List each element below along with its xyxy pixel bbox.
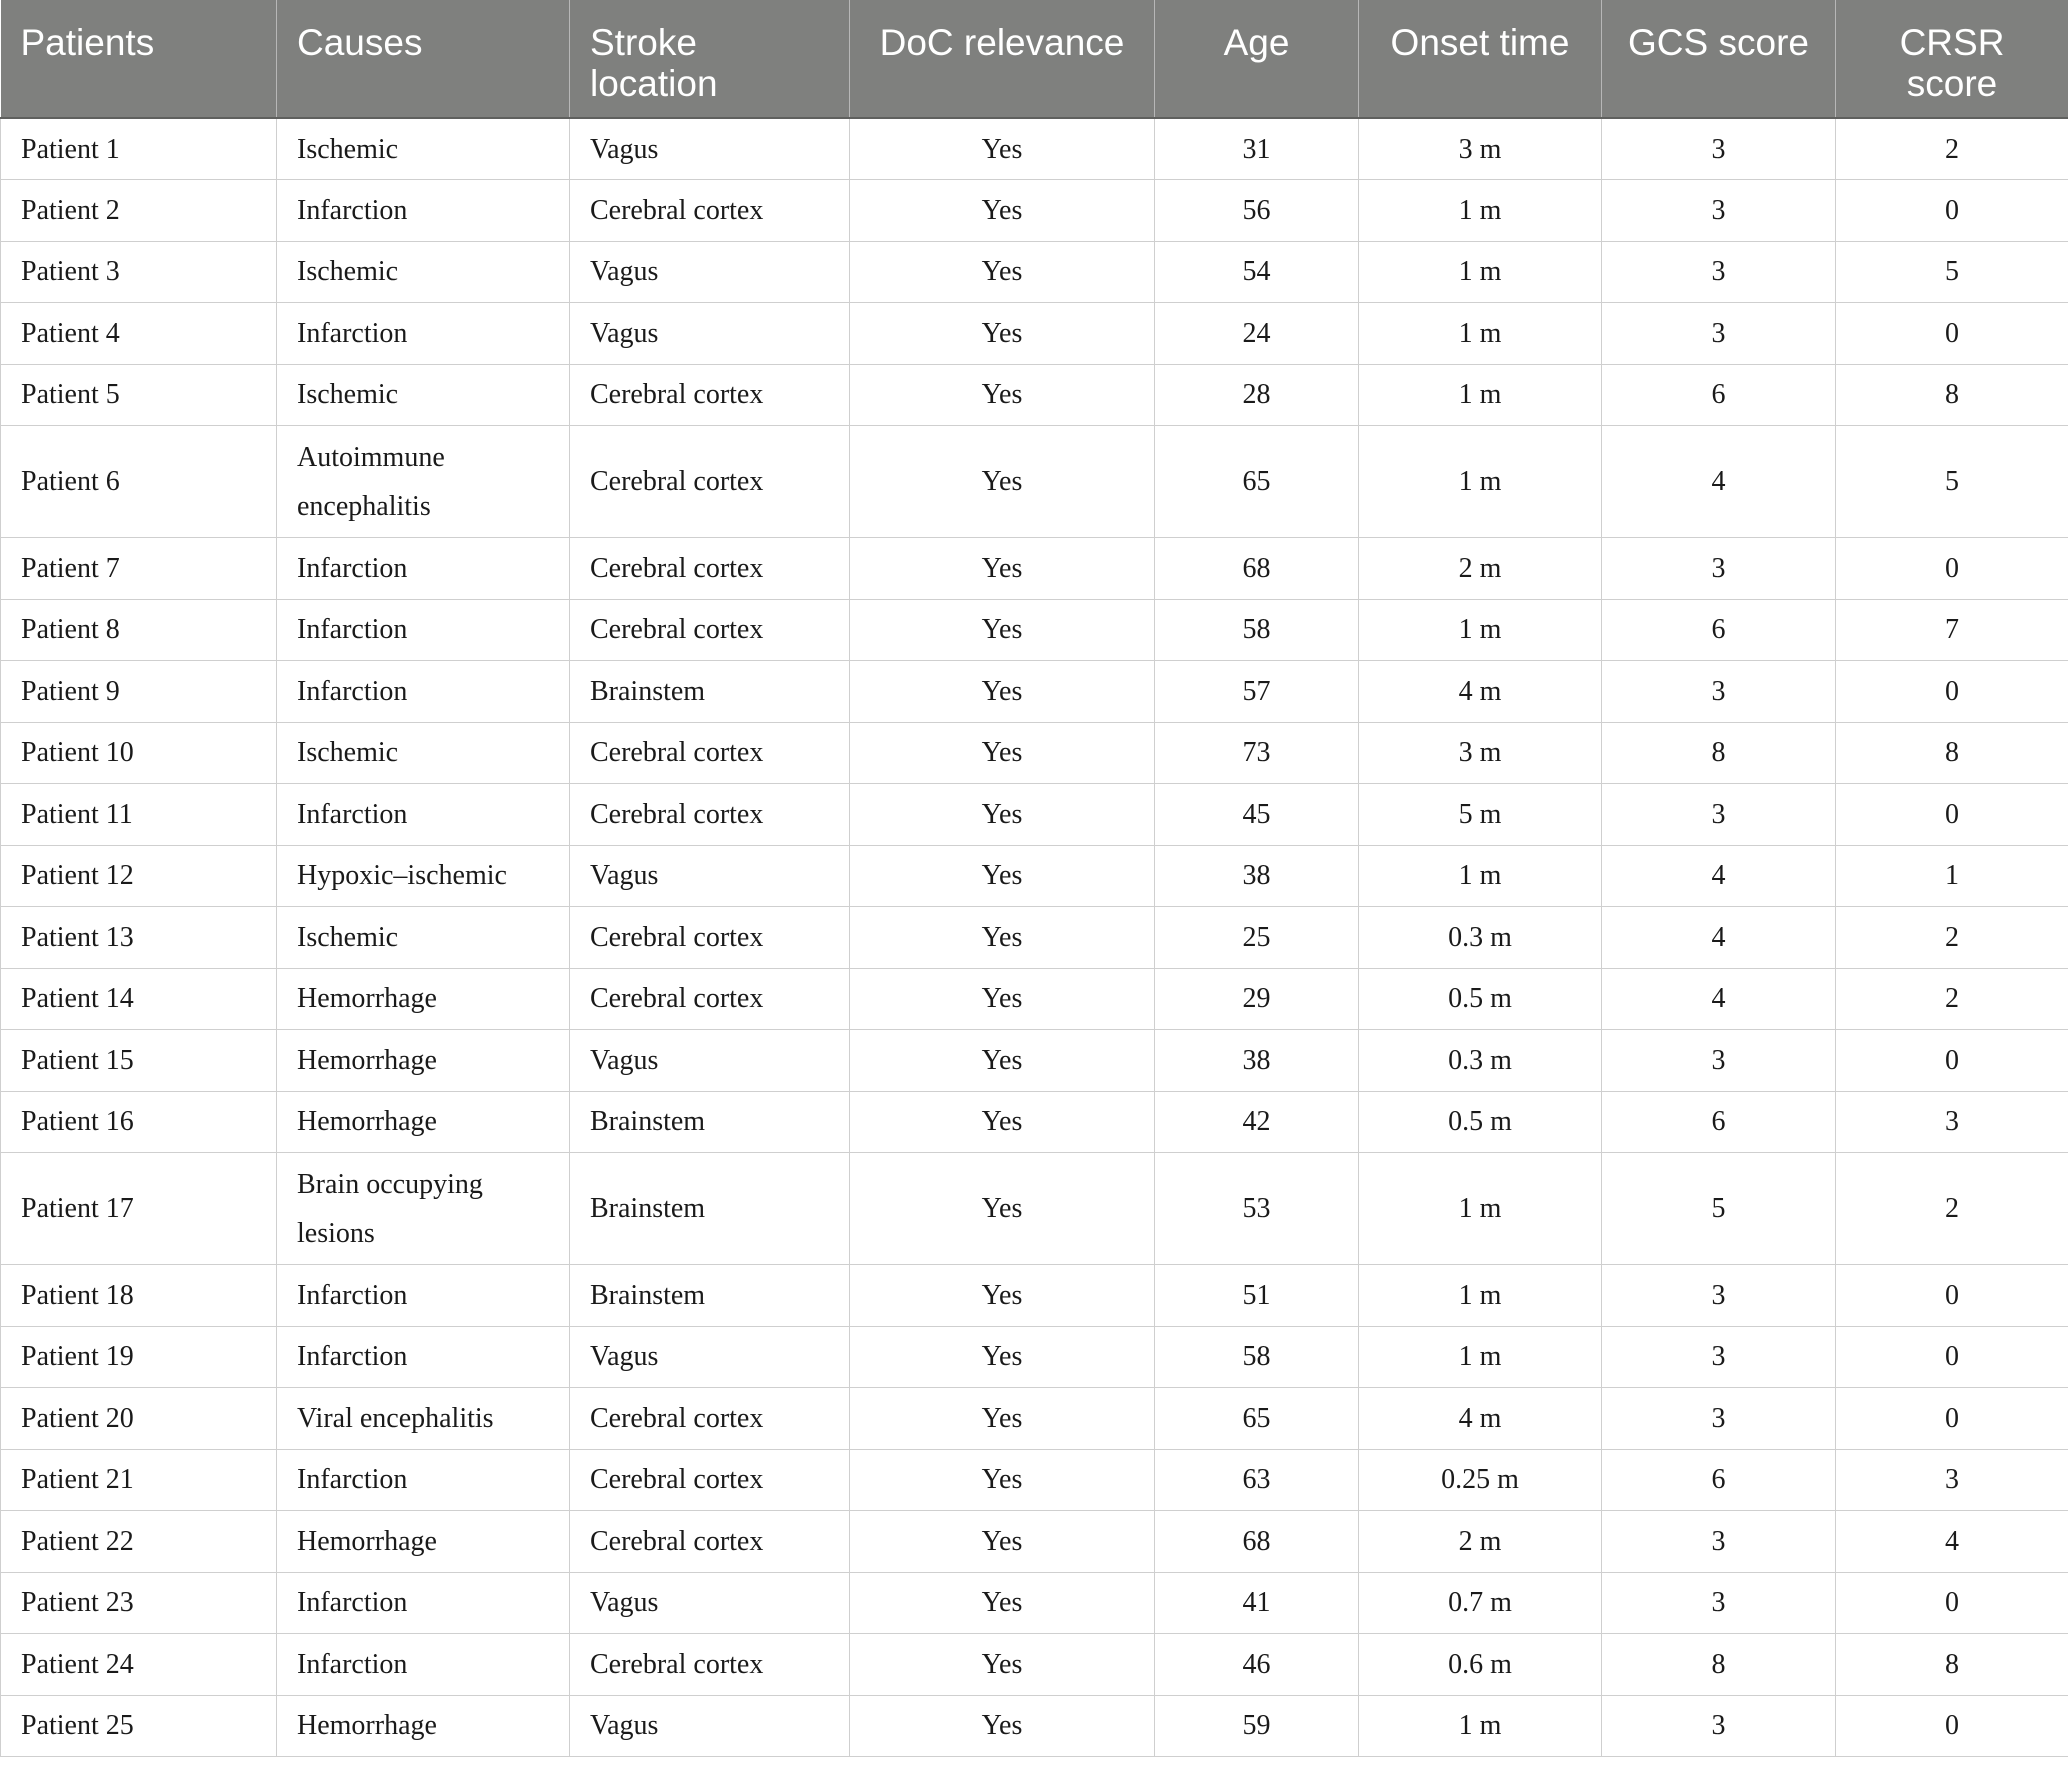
cell-gcs-score: 5 (1602, 1153, 1836, 1265)
cell-crsr-score: 2 (1836, 1153, 2068, 1265)
cell-age: 63 (1155, 1449, 1359, 1511)
table-row (1, 364, 2068, 426)
cell-doc-relevance: Yes (850, 1572, 1155, 1634)
cell-doc-relevance: Yes (850, 364, 1155, 426)
table-row (1, 1449, 2068, 1511)
table-row (1, 722, 2068, 784)
cell-crsr-score: 0 (1836, 784, 2068, 846)
cell-stroke-location: Vagus (570, 241, 850, 303)
cell-onset-time: 0.5 m (1359, 1091, 1602, 1153)
cell-age: 46 (1155, 1634, 1359, 1696)
cell-age: 56 (1155, 180, 1359, 242)
cell-crsr-score: 0 (1836, 1265, 2068, 1327)
cell-stroke-location: Vagus (570, 1695, 850, 1757)
cell-crsr-score: 0 (1836, 1695, 2068, 1757)
cell-cause: Infarction (277, 1634, 570, 1696)
cell-stroke-location: Cerebral cortex (570, 426, 850, 538)
table-row (1, 1265, 2068, 1327)
cell-onset-time: 1 m (1359, 364, 1602, 426)
cell-patient: Patient 11 (1, 784, 277, 846)
cell-gcs-score: 8 (1602, 1634, 1836, 1696)
cell-gcs-score: 3 (1602, 1030, 1836, 1092)
cell-onset-time: 1 m (1359, 426, 1602, 538)
cell-stroke-location: Cerebral cortex (570, 1511, 850, 1573)
cell-cause: Brain occupying lesions (277, 1153, 570, 1265)
cell-cause: Hemorrhage (277, 968, 570, 1030)
cell-age: 51 (1155, 1265, 1359, 1327)
table-row (1, 845, 2068, 907)
cell-crsr-score: 3 (1836, 1449, 2068, 1511)
cell-cause: Infarction (277, 661, 570, 723)
cell-crsr-score: 0 (1836, 1030, 2068, 1092)
cell-doc-relevance: Yes (850, 907, 1155, 969)
cell-gcs-score: 3 (1602, 241, 1836, 303)
cell-onset-time: 0.3 m (1359, 1030, 1602, 1092)
cell-crsr-score: 2 (1836, 907, 2068, 969)
cell-stroke-location: Cerebral cortex (570, 1634, 850, 1696)
cell-patient: Patient 4 (1, 303, 277, 365)
header-onset-time: Onset time (1359, 0, 1602, 118)
cell-onset-time: 1 m (1359, 180, 1602, 242)
cell-patient: Patient 14 (1, 968, 277, 1030)
cell-stroke-location: Brainstem (570, 1091, 850, 1153)
cell-cause: Infarction (277, 538, 570, 600)
cell-cause: Ischemic (277, 907, 570, 969)
cell-cause: Infarction (277, 784, 570, 846)
table-header (1, 0, 2068, 118)
cell-age: 57 (1155, 661, 1359, 723)
cell-patient: Patient 5 (1, 364, 277, 426)
cell-age: 68 (1155, 538, 1359, 600)
cell-age: 59 (1155, 1695, 1359, 1757)
cell-onset-time: 1 m (1359, 1326, 1602, 1388)
cell-stroke-location: Vagus (570, 118, 850, 180)
cell-patient: Patient 6 (1, 426, 277, 538)
cell-onset-time: 0.25 m (1359, 1449, 1602, 1511)
table-body (1, 118, 2068, 1757)
table-row (1, 538, 2068, 600)
cell-age: 29 (1155, 968, 1359, 1030)
cell-onset-time: 1 m (1359, 241, 1602, 303)
cell-patient: Patient 1 (1, 118, 277, 180)
cell-crsr-score: 0 (1836, 538, 2068, 600)
cell-stroke-location: Cerebral cortex (570, 968, 850, 1030)
header-gcs-score: GCS score (1602, 0, 1836, 118)
cell-gcs-score: 3 (1602, 1511, 1836, 1573)
cell-gcs-score: 8 (1602, 722, 1836, 784)
cell-stroke-location: Cerebral cortex (570, 722, 850, 784)
cell-cause: Ischemic (277, 118, 570, 180)
cell-crsr-score: 0 (1836, 1326, 2068, 1388)
cell-patient: Patient 7 (1, 538, 277, 600)
table-row (1, 1388, 2068, 1450)
header-causes: Causes (277, 0, 570, 118)
cell-gcs-score: 3 (1602, 784, 1836, 846)
cell-patient: Patient 3 (1, 241, 277, 303)
cell-gcs-score: 3 (1602, 1572, 1836, 1634)
cell-stroke-location: Cerebral cortex (570, 180, 850, 242)
cell-onset-time: 3 m (1359, 722, 1602, 784)
cell-doc-relevance: Yes (850, 1695, 1155, 1757)
cell-patient: Patient 9 (1, 661, 277, 723)
cell-doc-relevance: Yes (850, 845, 1155, 907)
cell-gcs-score: 3 (1602, 1388, 1836, 1450)
cell-patient: Patient 8 (1, 599, 277, 661)
cell-crsr-score: 0 (1836, 1572, 2068, 1634)
cell-onset-time: 2 m (1359, 1511, 1602, 1573)
cell-patient: Patient 24 (1, 1634, 277, 1696)
cell-onset-time: 1 m (1359, 845, 1602, 907)
cell-gcs-score: 6 (1602, 599, 1836, 661)
table-row (1, 1030, 2068, 1092)
cell-crsr-score: 2 (1836, 968, 2068, 1030)
cell-doc-relevance: Yes (850, 1388, 1155, 1450)
cell-stroke-location: Vagus (570, 1030, 850, 1092)
cell-age: 41 (1155, 1572, 1359, 1634)
cell-patient: Patient 15 (1, 1030, 277, 1092)
cell-patient: Patient 10 (1, 722, 277, 784)
table-row (1, 907, 2068, 969)
table-row (1, 1634, 2068, 1696)
table-row (1, 303, 2068, 365)
cell-patient: Patient 16 (1, 1091, 277, 1153)
cell-onset-time: 1 m (1359, 599, 1602, 661)
cell-age: 58 (1155, 1326, 1359, 1388)
cell-onset-time: 0.7 m (1359, 1572, 1602, 1634)
table-row (1, 968, 2068, 1030)
header-patients: Patients (1, 0, 277, 118)
cell-cause: Ischemic (277, 364, 570, 426)
cell-age: 38 (1155, 1030, 1359, 1092)
cell-age: 65 (1155, 426, 1359, 538)
table-row (1, 1511, 2068, 1573)
cell-doc-relevance: Yes (850, 599, 1155, 661)
cell-patient: Patient 22 (1, 1511, 277, 1573)
table-row (1, 1572, 2068, 1634)
cell-stroke-location: Cerebral cortex (570, 538, 850, 600)
cell-crsr-score: 8 (1836, 1634, 2068, 1696)
header-stroke-location: Stroke location (570, 0, 850, 118)
cell-cause: Infarction (277, 599, 570, 661)
cell-onset-time: 0.3 m (1359, 907, 1602, 969)
cell-stroke-location: Cerebral cortex (570, 907, 850, 969)
cell-crsr-score: 0 (1836, 180, 2068, 242)
cell-doc-relevance: Yes (850, 538, 1155, 600)
cell-crsr-score: 1 (1836, 845, 2068, 907)
cell-doc-relevance: Yes (850, 1511, 1155, 1573)
cell-patient: Patient 17 (1, 1153, 277, 1265)
cell-patient: Patient 23 (1, 1572, 277, 1634)
cell-doc-relevance: Yes (850, 1091, 1155, 1153)
cell-cause: Hemorrhage (277, 1511, 570, 1573)
cell-stroke-location: Cerebral cortex (570, 784, 850, 846)
cell-onset-time: 1 m (1359, 1153, 1602, 1265)
cell-patient: Patient 19 (1, 1326, 277, 1388)
cell-age: 42 (1155, 1091, 1359, 1153)
cell-cause: Ischemic (277, 722, 570, 784)
cell-gcs-score: 3 (1602, 303, 1836, 365)
cell-doc-relevance: Yes (850, 1265, 1155, 1327)
table-row (1, 180, 2068, 242)
cell-cause: Hemorrhage (277, 1695, 570, 1757)
cell-cause: Infarction (277, 1449, 570, 1511)
cell-cause: Infarction (277, 1326, 570, 1388)
cell-onset-time: 1 m (1359, 303, 1602, 365)
cell-stroke-location: Brainstem (570, 661, 850, 723)
cell-onset-time: 0.6 m (1359, 1634, 1602, 1696)
cell-gcs-score: 6 (1602, 1091, 1836, 1153)
cell-crsr-score: 4 (1836, 1511, 2068, 1573)
header-crsr-score: CRSR score (1836, 0, 2068, 118)
cell-gcs-score: 6 (1602, 364, 1836, 426)
cell-age: 25 (1155, 907, 1359, 969)
cell-gcs-score: 4 (1602, 426, 1836, 538)
cell-crsr-score: 5 (1836, 426, 2068, 538)
cell-crsr-score: 3 (1836, 1091, 2068, 1153)
cell-gcs-score: 3 (1602, 1265, 1836, 1327)
cell-age: 53 (1155, 1153, 1359, 1265)
table-row (1, 1695, 2068, 1757)
cell-age: 45 (1155, 784, 1359, 846)
table-row (1, 1326, 2068, 1388)
cell-onset-time: 3 m (1359, 118, 1602, 180)
cell-doc-relevance: Yes (850, 784, 1155, 846)
cell-gcs-score: 6 (1602, 1449, 1836, 1511)
cell-crsr-score: 5 (1836, 241, 2068, 303)
cell-crsr-score: 0 (1836, 1388, 2068, 1450)
cell-cause: Infarction (277, 303, 570, 365)
cell-gcs-score: 3 (1602, 1695, 1836, 1757)
cell-age: 24 (1155, 303, 1359, 365)
cell-patient: Patient 20 (1, 1388, 277, 1450)
cell-cause: Infarction (277, 180, 570, 242)
cell-crsr-score: 8 (1836, 364, 2068, 426)
table-row (1, 599, 2068, 661)
cell-gcs-score: 3 (1602, 118, 1836, 180)
cell-onset-time: 5 m (1359, 784, 1602, 846)
cell-gcs-score: 3 (1602, 180, 1836, 242)
cell-gcs-score: 3 (1602, 661, 1836, 723)
cell-onset-time: 2 m (1359, 538, 1602, 600)
cell-cause: Autoimmune encephalitis (277, 426, 570, 538)
cell-cause: Ischemic (277, 241, 570, 303)
cell-crsr-score: 2 (1836, 118, 2068, 180)
cell-doc-relevance: Yes (850, 1030, 1155, 1092)
cell-doc-relevance: Yes (850, 1449, 1155, 1511)
cell-age: 65 (1155, 1388, 1359, 1450)
table-row (1, 426, 2068, 538)
cell-age: 38 (1155, 845, 1359, 907)
cell-patient: Patient 2 (1, 180, 277, 242)
cell-age: 73 (1155, 722, 1359, 784)
cell-doc-relevance: Yes (850, 1634, 1155, 1696)
cell-cause: Infarction (277, 1265, 570, 1327)
cell-onset-time: 4 m (1359, 661, 1602, 723)
cell-gcs-score: 4 (1602, 907, 1836, 969)
cell-doc-relevance: Yes (850, 303, 1155, 365)
header-row (1, 0, 2068, 118)
cell-cause: Hemorrhage (277, 1091, 570, 1153)
cell-gcs-score: 4 (1602, 845, 1836, 907)
table-row (1, 241, 2068, 303)
cell-gcs-score: 3 (1602, 538, 1836, 600)
cell-age: 68 (1155, 1511, 1359, 1573)
cell-doc-relevance: Yes (850, 118, 1155, 180)
cell-doc-relevance: Yes (850, 968, 1155, 1030)
cell-stroke-location: Cerebral cortex (570, 1449, 850, 1511)
cell-stroke-location: Brainstem (570, 1153, 850, 1265)
table-row (1, 118, 2068, 180)
cell-stroke-location: Cerebral cortex (570, 364, 850, 426)
cell-onset-time: 1 m (1359, 1695, 1602, 1757)
cell-stroke-location: Cerebral cortex (570, 599, 850, 661)
cell-doc-relevance: Yes (850, 241, 1155, 303)
table-row (1, 1091, 2068, 1153)
cell-age: 28 (1155, 364, 1359, 426)
cell-stroke-location: Cerebral cortex (570, 1388, 850, 1450)
cell-patient: Patient 12 (1, 845, 277, 907)
cell-crsr-score: 0 (1836, 303, 2068, 365)
cell-stroke-location: Vagus (570, 303, 850, 365)
cell-onset-time: 0.5 m (1359, 968, 1602, 1030)
cell-stroke-location: Vagus (570, 1572, 850, 1634)
cell-cause: Infarction (277, 1572, 570, 1634)
header-age: Age (1155, 0, 1359, 118)
cell-cause: Hemorrhage (277, 1030, 570, 1092)
cell-crsr-score: 8 (1836, 722, 2068, 784)
cell-patient: Patient 13 (1, 907, 277, 969)
cell-stroke-location: Vagus (570, 1326, 850, 1388)
cell-age: 54 (1155, 241, 1359, 303)
cell-patient: Patient 21 (1, 1449, 277, 1511)
cell-onset-time: 4 m (1359, 1388, 1602, 1450)
cell-gcs-score: 4 (1602, 968, 1836, 1030)
cell-age: 58 (1155, 599, 1359, 661)
cell-doc-relevance: Yes (850, 1153, 1155, 1265)
header-doc-relevance: DoC relevance (850, 0, 1155, 118)
cell-onset-time: 1 m (1359, 1265, 1602, 1327)
cell-gcs-score: 3 (1602, 1326, 1836, 1388)
cell-stroke-location: Vagus (570, 845, 850, 907)
cell-stroke-location: Brainstem (570, 1265, 850, 1327)
cell-patient: Patient 18 (1, 1265, 277, 1327)
cell-crsr-score: 0 (1836, 661, 2068, 723)
cell-age: 31 (1155, 118, 1359, 180)
cell-cause: Hypoxic–ischemic (277, 845, 570, 907)
cell-cause: Viral encephalitis (277, 1388, 570, 1450)
cell-doc-relevance: Yes (850, 1326, 1155, 1388)
cell-doc-relevance: Yes (850, 426, 1155, 538)
table-row (1, 661, 2068, 723)
table-row (1, 784, 2068, 846)
cell-patient: Patient 25 (1, 1695, 277, 1757)
cell-doc-relevance: Yes (850, 180, 1155, 242)
table-row (1, 1153, 2068, 1265)
cell-doc-relevance: Yes (850, 661, 1155, 723)
cell-doc-relevance: Yes (850, 722, 1155, 784)
cell-crsr-score: 7 (1836, 599, 2068, 661)
